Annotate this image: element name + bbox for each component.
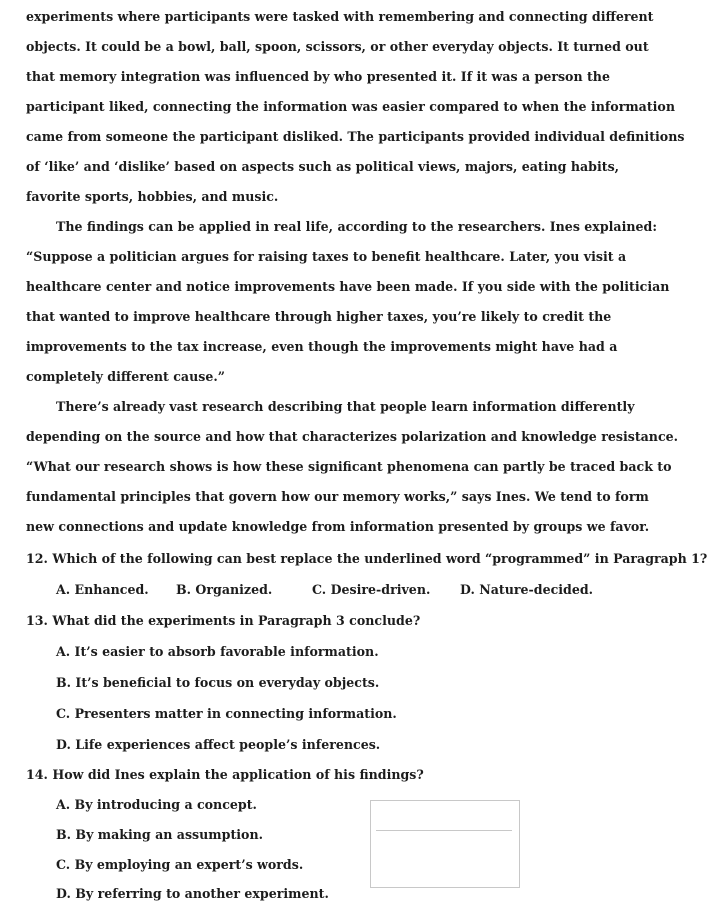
- paragraph-3-line-2: depending on the source and how that characterizes polarization and knowledge resistance.: [26, 429, 679, 444]
- option-text: Life experiences affect people’s inferences.: [75, 737, 381, 752]
- option-text: By referring to another experiment.: [75, 886, 329, 901]
- paragraph-2-line-4: that wanted to improve healthcare through higher taxes, you’re likely to credit the: [26, 309, 612, 324]
- option-label: C.: [312, 582, 327, 597]
- question-14-option-c: [56, 857, 303, 873]
- question-number: 12.: [26, 551, 48, 566]
- question-13-option-c: [56, 706, 397, 722]
- option-text: It’s easier to absorb favorable information.: [74, 644, 379, 659]
- option-label: C.: [56, 706, 71, 721]
- question-number: 14.: [26, 767, 48, 782]
- option-label: D.: [460, 582, 475, 597]
- question-12-option-d: [460, 582, 593, 598]
- option-label: B.: [56, 675, 72, 690]
- paragraph-2-line-1: The findings can be applied in real life, according to the researchers. Ines explained:: [56, 219, 657, 234]
- option-label: B.: [56, 827, 72, 842]
- option-label: A.: [56, 582, 71, 597]
- question-number: 13.: [26, 613, 48, 628]
- option-label: B.: [176, 582, 192, 597]
- question-text: How did Ines explain the application of his findings?: [52, 767, 424, 782]
- option-label: A.: [56, 797, 71, 812]
- paragraph-3-line-3: “What our research shows is how these significant phenomena can partly be traced back to: [26, 459, 672, 474]
- paragraph-1-line-7: favorite sports, hobbies, and music.: [26, 189, 279, 204]
- question-14-option-b: [56, 827, 263, 843]
- question-12-option-c: [312, 582, 430, 598]
- option-label: D.: [56, 737, 71, 752]
- paragraph-1-line-6: of ‘like’ and ‘dislike’ based on aspects such as political views, majors, eating habits,: [26, 159, 620, 174]
- bleed-through-box: [370, 800, 520, 888]
- paragraph-3-line-5: new connections and update knowledge from information presented by groups we favor.: [26, 519, 650, 534]
- option-label: C.: [56, 857, 71, 872]
- paragraph-1-line-1: experiments where participants were tasked with remembering and connecting different: [26, 9, 654, 24]
- option-text: Enhanced.: [74, 582, 149, 597]
- question-12-option-a: [56, 582, 149, 598]
- paragraph-3-line-4: fundamental principles that govern how our memory works,” says Ines. We tend to form: [26, 489, 649, 504]
- question-text: What did the experiments in Paragraph 3 conclude?: [52, 613, 421, 628]
- option-text: By making an assumption.: [75, 827, 263, 842]
- paragraph-1-line-2: objects. It could be a bowl, ball, spoon, scissors, or other everyday objects. It turned out: [26, 39, 649, 54]
- question-13-option-d: [56, 737, 380, 753]
- paragraph-2-line-6: completely different cause.”: [26, 369, 225, 384]
- option-text: It’s beneficial to focus on everyday objects.: [75, 675, 380, 690]
- question-13: [26, 613, 420, 629]
- paragraph-1-line-5: came from someone the participant disliked. The participants provided individual definitions: [26, 129, 685, 144]
- paragraph-1-line-4: participant liked, connecting the information was easier compared to when the information: [26, 99, 675, 114]
- option-text: By introducing a concept.: [74, 797, 257, 812]
- paragraph-2-line-2: “Suppose a politician argues for raising taxes to benefit healthcare. Later, you visit a: [26, 249, 627, 264]
- question-12: [26, 551, 707, 567]
- option-text: By employing an expert’s words.: [74, 857, 304, 872]
- option-label: A.: [56, 644, 71, 659]
- paragraph-2-line-5: improvements to the tax increase, even though the improvements might have had a: [26, 339, 618, 354]
- question-13-option-a: [56, 644, 379, 660]
- bleed-through-box-inner: [376, 830, 512, 832]
- option-text: Nature-decided.: [479, 582, 594, 597]
- paragraph-3-line-1: There’s already vast research describing that people learn information differently: [56, 399, 635, 414]
- paragraph-2-line-3: healthcare center and notice improvements have been made. If you side with the politician: [26, 279, 670, 294]
- option-text: Desire-driven.: [330, 582, 431, 597]
- question-14-option-d: [56, 886, 329, 902]
- question-13-option-b: [56, 675, 379, 691]
- question-14: [26, 767, 424, 783]
- option-text: Organized.: [195, 582, 273, 597]
- question-12-option-b: [176, 582, 272, 598]
- question-text: Which of the following can best replace the underlined word “programmed” in Paragraph 1?: [52, 551, 707, 566]
- option-label: D.: [56, 886, 71, 901]
- paragraph-1-line-3: that memory integration was influenced by who presented it. If it was a person the: [26, 69, 610, 84]
- question-14-option-a: [56, 797, 257, 813]
- option-text: Presenters matter in connecting information.: [74, 706, 397, 721]
